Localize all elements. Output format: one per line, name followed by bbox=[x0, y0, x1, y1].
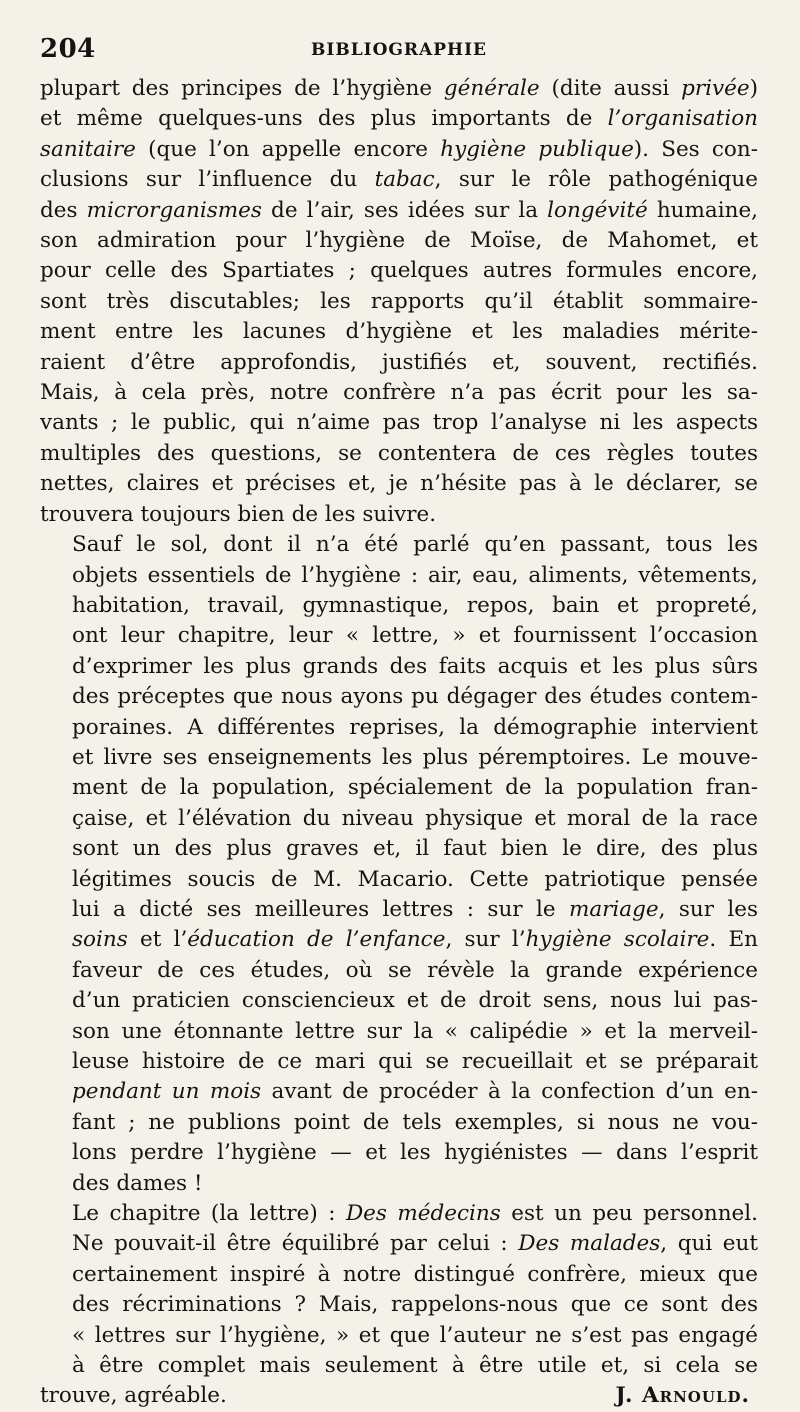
text-line: à être complet mais seulement à être utile et, si cela se bbox=[72, 1353, 758, 1379]
italic-term: privée bbox=[681, 76, 750, 101]
text-line: nettes, claires et précises et, je n’hésite pas à le déclarer, se bbox=[40, 471, 758, 497]
text-line: et livre ses enseignements les plus péremptoires. Le mouve- bbox=[72, 744, 758, 770]
text-line: lons perdre l’hygiène — et les hygiénistes — dans l’esprit bbox=[72, 1140, 758, 1166]
text-line: lui a dicté ses meilleures lettres : sur le mariage, sur les bbox=[72, 896, 758, 922]
author-signature: J. Arnould. bbox=[615, 1383, 750, 1409]
text-line: poraines. A différentes reprises, la démographie intervient bbox=[72, 714, 758, 740]
text-line: des préceptes que nous ayons pu dégager des études contem- bbox=[72, 684, 758, 710]
italic-term: soins bbox=[72, 927, 128, 953]
text-line: d’un praticien consciencieux et de droit sens, nous lui pas- bbox=[72, 988, 758, 1014]
italic-term: tabac bbox=[374, 167, 435, 193]
closing-line bbox=[40, 1381, 758, 1411]
text-line: raient d’être approfondis, justifiés et, souvent, rectifiés. bbox=[40, 349, 758, 375]
text-line: çaise, et l’élévation du niveau physique et moral de la race bbox=[72, 805, 758, 831]
running-title: BIBLIOGRAPHIE bbox=[311, 40, 487, 60]
italic-term: hygiène publique bbox=[440, 136, 634, 162]
text-line: son une étonnante lettre sur la « calipédie » et la merveil- bbox=[72, 1018, 758, 1044]
italic-term: éducation de l’enfance bbox=[187, 927, 446, 953]
text-line: Mais, à cela près, notre confrère n’a pas écrit pour les sa- bbox=[40, 380, 758, 406]
text-line: ment de la population, spécialement de la population fran- bbox=[72, 775, 758, 801]
text-line: et même quelques-uns des plus importants de l’organisation bbox=[40, 106, 758, 132]
text-line: certainement inspiré à notre distingué confrère, mieux que bbox=[72, 1261, 758, 1287]
italic-term: mariage bbox=[568, 896, 659, 922]
paragraph bbox=[40, 530, 758, 1199]
text-line: pendant un mois avant de procéder à la confection d’un en- bbox=[72, 1079, 758, 1105]
text-line: Ne pouvait-il être équilibré par celui : Des malades, qui eut bbox=[72, 1231, 759, 1257]
text-line: « lettres sur l’hygiène, » et que l’auteur ne s’est pas engagé bbox=[72, 1322, 758, 1348]
text-line: fant ; ne publions point de tels exemples, si nous ne vou- bbox=[72, 1109, 758, 1135]
italic-term: hygiène scolaire bbox=[525, 927, 710, 953]
italic-term: pendant un mois bbox=[72, 1079, 262, 1105]
text-line: sont très discutables; les rapports qu’il établit sommaire- bbox=[40, 288, 758, 314]
text-line: trouvera toujours bien de les suivre. bbox=[40, 501, 437, 527]
text-line: son admiration pour l’hygiène de Moïse, de Mahomet, et bbox=[40, 228, 758, 254]
paragraph bbox=[40, 74, 758, 530]
italic-term: l’organisation bbox=[607, 106, 758, 132]
text-line: ment entre les lacunes d’hygiène et les maladies mérite- bbox=[40, 319, 758, 345]
running-head bbox=[40, 34, 758, 70]
text-line: légitimes soucis de M. Macario. Cette patriotique pensée bbox=[72, 866, 758, 892]
text-line: plupart des principes de l’hygiène générale (dite aussi privée) bbox=[40, 76, 758, 101]
text-line: des dames ! bbox=[72, 1170, 203, 1196]
page-number: 204 bbox=[40, 34, 96, 64]
text-line: sanitaire (que l’on appelle encore hygiène publique). Ses con- bbox=[40, 136, 758, 162]
text-line: objets essentiels de l’hygiène : air, eau, aliments, vêtements, bbox=[72, 562, 758, 588]
italic-term: Des médecins bbox=[345, 1201, 501, 1227]
text-line: d’exprimer les plus grands des faits acquis et les plus sûrs bbox=[72, 653, 758, 679]
closing-text: trouve, agréable. bbox=[40, 1383, 227, 1409]
text-line: faveur de ces études, où se révèle la grande expérience bbox=[72, 957, 758, 983]
text-line: habitation, travail, gymnastique, repos, bain et propreté, bbox=[72, 592, 758, 618]
text-line: pour celle des Spartiates ; quelques autres formules encore, bbox=[40, 258, 758, 284]
text-line: ont leur chapitre, leur « lettre, » et fournissent l’occasion bbox=[72, 623, 758, 649]
italic-term: générale bbox=[443, 76, 540, 101]
text-line: Le chapitre (la lettre) : Des médecins est un peu personnel. bbox=[72, 1201, 758, 1227]
text-line: leuse histoire de ce mari qui se recueillait et se préparait bbox=[72, 1049, 758, 1074]
italic-term: Des malades bbox=[518, 1231, 661, 1257]
text-line: des microrganismes de l’air, ses idées sur la longévité humaine, bbox=[40, 197, 758, 223]
text-line: sont un des plus graves et, il faut bien le dire, des plus bbox=[72, 836, 758, 862]
text-line: soins et l’éducation de l’enfance, sur l’hygiène scolaire. En bbox=[72, 927, 759, 953]
text-line: Sauf le sol, dont il n’a été parlé qu’en passant, tous les bbox=[72, 532, 758, 558]
body-text bbox=[40, 74, 758, 1381]
text-line: clusions sur l’influence du tabac, sur le rôle pathogénique bbox=[40, 167, 758, 193]
paragraph bbox=[40, 1199, 758, 1381]
text-line: multiples des questions, se contentera de ces règles toutes bbox=[40, 440, 758, 466]
text-line: des récriminations ? Mais, rappelons-nous que ce sont des bbox=[72, 1292, 758, 1318]
italic-term: microrganismes bbox=[86, 197, 262, 223]
text-line: vants ; le public, qui n’aime pas trop l’analyse ni les aspects bbox=[40, 410, 758, 436]
italic-term: longévité bbox=[547, 197, 648, 223]
italic-term: sanitaire bbox=[40, 136, 136, 162]
